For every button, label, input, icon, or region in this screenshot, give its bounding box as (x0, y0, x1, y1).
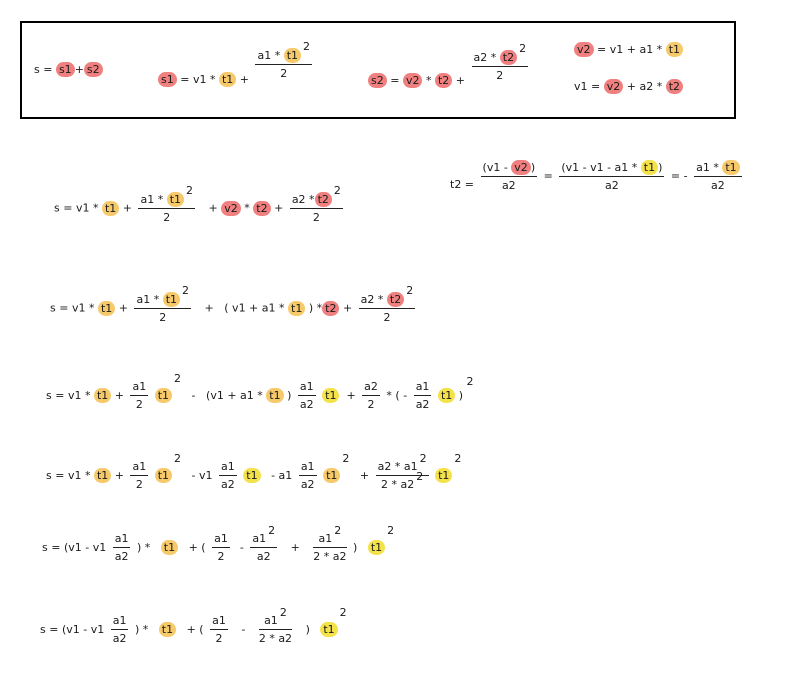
math-term: + (114, 389, 124, 402)
math-term: - (191, 389, 196, 402)
math-term: + (342, 301, 353, 315)
math-term: a1 (318, 532, 333, 545)
fraction (130, 460, 148, 492)
math-term: a1 (210, 614, 228, 630)
math-term: a1 (130, 380, 148, 396)
math-term: 2 (333, 184, 341, 197)
math-term: t1 (435, 468, 452, 483)
math-term: t2 (500, 50, 517, 65)
fraction (134, 284, 191, 325)
math-term: t1 (155, 388, 172, 403)
math-term: t1 (722, 160, 739, 175)
math-term: (v1 - (482, 161, 508, 174)
math-term: a2 * (291, 193, 315, 206)
math-term: t2 (387, 292, 404, 307)
fraction (376, 452, 429, 492)
math-term: a2 (114, 550, 129, 563)
eq-v2 (574, 42, 683, 57)
math-term: a1 (212, 532, 230, 548)
math-term: s = (34, 63, 53, 76)
math-term: 2 (303, 40, 311, 53)
math-term: 2 (174, 372, 182, 385)
math-term: 2 (215, 632, 223, 645)
math-term: t1 (167, 192, 184, 207)
math-term: 2 (163, 211, 171, 224)
math-term: ) (305, 623, 310, 636)
derivation-line-4 (46, 452, 462, 492)
math-term: ) * (308, 301, 323, 315)
fraction (130, 380, 148, 412)
fraction (210, 614, 228, 646)
math-term: t2 (322, 301, 339, 316)
math-term: 2 (519, 42, 527, 55)
math-term: 2 (174, 452, 182, 465)
derivation-line-6 (40, 606, 347, 646)
eq-s1 (158, 40, 315, 86)
math-term: s = (v1 - v1 (40, 623, 105, 636)
fraction (111, 614, 129, 646)
math-term: t1 (666, 42, 683, 57)
math-term: a1 (264, 614, 278, 627)
math-term: t1 (320, 622, 337, 637)
fraction (138, 184, 195, 225)
math-term: + ( (186, 623, 204, 636)
math-term: t1 (288, 301, 305, 316)
math-term: a2 (256, 550, 271, 563)
math-term: 2 (406, 284, 414, 297)
derivation-line-1 (54, 184, 346, 225)
math-term: t2 (315, 192, 332, 207)
math-term: t1 (98, 301, 115, 316)
fraction (258, 606, 293, 646)
math-term: - (239, 541, 244, 554)
fraction (472, 42, 529, 83)
fraction (250, 524, 277, 564)
math-term: t1 (438, 388, 455, 403)
math-term: t1 (163, 292, 180, 307)
math-term: a1 (113, 532, 131, 548)
fraction (298, 380, 316, 412)
math-term: 2 (339, 606, 347, 619)
math-term: + a2 * (626, 80, 663, 93)
highlight-s2: s2 (84, 62, 103, 77)
math-term: + (455, 73, 465, 87)
math-term: s = v1 * (46, 469, 91, 482)
fraction (559, 160, 664, 193)
math-term: 2 (217, 550, 225, 563)
math-term: + (74, 63, 84, 76)
math-term: 2 (279, 606, 287, 619)
math-term: + (239, 72, 249, 86)
math-term: * (244, 201, 250, 215)
fraction (219, 460, 237, 492)
math-term: t1 (368, 540, 385, 555)
math-term: * ( - (386, 389, 408, 402)
math-term: a1 * (696, 161, 719, 174)
math-term: + (122, 201, 132, 215)
math-term: a1 (299, 460, 317, 476)
fraction (212, 532, 230, 564)
math-term: ) * (134, 623, 149, 636)
math-term: t1 (94, 468, 111, 483)
math-term: t1 (323, 468, 340, 483)
math-term: t2 (666, 79, 683, 94)
eq-s-sum (34, 62, 103, 77)
math-term: + (359, 469, 370, 482)
derivation-line-2 (50, 284, 418, 325)
math-term: 2 (135, 478, 143, 491)
math-term: 2 (186, 184, 194, 197)
math-term: t2 (435, 73, 452, 88)
math-term: t1 (322, 388, 339, 403)
fraction (694, 160, 742, 193)
math-term: t1 (266, 388, 283, 403)
fraction (255, 40, 312, 81)
math-term: (v1 + a1 * (206, 389, 263, 402)
fraction (299, 460, 317, 492)
math-term: = v1 * (180, 72, 216, 86)
math-term: a2 (221, 478, 235, 491)
math-term: 2 (367, 398, 375, 411)
math-term: a2 * (360, 293, 384, 306)
fraction (313, 524, 347, 564)
math-term: 2 (496, 69, 504, 82)
highlight-s1: s1 (56, 62, 75, 77)
fraction (362, 380, 380, 412)
math-term: 2 (383, 311, 391, 324)
math-term: 2 (159, 311, 167, 324)
math-term: = (543, 169, 553, 183)
math-term: 2 (268, 524, 276, 537)
math-term: t1 (161, 540, 178, 555)
math-term: a1 * (140, 193, 164, 206)
eq-v1 (574, 79, 683, 94)
math-term: v2 (511, 160, 531, 175)
fraction (113, 532, 131, 564)
math-term: t1 (155, 468, 172, 483)
math-term: a2 * a1 (377, 460, 418, 473)
math-term: t1 (94, 388, 111, 403)
math-term: + ( (188, 541, 206, 554)
fraction (290, 184, 343, 225)
math-term: v2 (604, 79, 624, 94)
math-term: s = v1 * (50, 301, 95, 315)
math-term: a1 (111, 614, 129, 630)
math-term: + (118, 301, 128, 315)
math-term: v1 = (574, 80, 601, 93)
math-term: a2 (299, 398, 314, 411)
math-term: 2 * a2 (313, 550, 347, 563)
math-term: s = v1 * (46, 389, 91, 402)
math-term: 2 (416, 470, 424, 483)
math-term: - v1 (191, 469, 213, 482)
math-term: t1 (284, 48, 301, 63)
math-term: a2 (415, 398, 430, 411)
math-term: a2 (604, 179, 619, 192)
math-term: + (204, 301, 214, 315)
math-term: v2 (574, 42, 594, 57)
math-term: ) (458, 389, 464, 402)
math-term: + (208, 201, 218, 215)
derivation-line-5 (42, 524, 395, 564)
math-term: a2 (501, 179, 516, 192)
math-term: + (274, 201, 284, 215)
math-term: a1 * (257, 49, 281, 62)
fraction (481, 160, 538, 193)
math-term: + (290, 541, 300, 554)
highlight-s1: s1 (158, 72, 177, 87)
math-term: t1 (159, 622, 176, 637)
math-term: 2 * a2 (258, 632, 293, 645)
math-term: 2 (387, 524, 395, 537)
math-term: 2 (454, 452, 462, 465)
math-term: (v1 - v1 - a1 * (561, 161, 638, 174)
math-term: a1 (252, 532, 267, 545)
math-term: ) (658, 161, 663, 174)
math-term: + (346, 389, 356, 402)
math-term: 2 (312, 211, 320, 224)
fraction (414, 380, 432, 412)
fraction (359, 284, 416, 325)
math-term: 2 (466, 375, 474, 388)
math-term: t2 (253, 201, 270, 216)
math-term: - (241, 623, 246, 636)
math-term: a2 (362, 380, 380, 396)
math-term: a1 (298, 380, 316, 396)
math-term: 2 (280, 67, 288, 80)
math-term: = - (670, 169, 688, 183)
math-term: a1 * (136, 293, 160, 306)
math-term: ) * (136, 541, 151, 554)
math-term: 2 (135, 398, 143, 411)
math-term: = (390, 73, 400, 87)
math-term: t1 (641, 160, 658, 175)
math-term: v2 (403, 73, 423, 88)
math-term: s = v1 * (54, 201, 99, 215)
math-term: a1 (219, 460, 237, 476)
math-term: - a1 (271, 469, 293, 482)
math-term: = v1 + a1 * (597, 43, 663, 56)
math-term: ) (353, 541, 358, 554)
math-term: ( v1 + a1 * (224, 301, 285, 315)
math-term: * (425, 73, 432, 87)
math-term: 2 * a2 (380, 478, 415, 491)
eq-s2 (368, 42, 531, 87)
derivation-line-3 (46, 372, 474, 412)
math-term: ) (530, 161, 536, 174)
math-term: v2 (221, 201, 241, 216)
math-term: t1 (102, 201, 119, 216)
math-term: a2 (300, 478, 315, 491)
math-term: a1 (414, 380, 432, 396)
math-term: s = (v1 - v1 (42, 541, 107, 554)
math-term: a1 (130, 460, 148, 476)
math-term: a2 (112, 632, 127, 645)
math-term: 2 (342, 452, 350, 465)
eq-t2 (450, 160, 745, 193)
highlight-t1: t1 (219, 72, 236, 87)
math-term: ) (287, 389, 292, 402)
math-term: s2 (368, 73, 387, 88)
math-term: t2 = (450, 177, 475, 191)
math-term: 2 (334, 524, 342, 537)
math-term: a2 * (473, 51, 497, 64)
math-term: a2 (711, 179, 725, 192)
math-term: 2 (419, 452, 427, 465)
math-term: t1 (243, 468, 260, 483)
math-term: 2 (182, 284, 190, 297)
math-term: + (114, 469, 124, 482)
